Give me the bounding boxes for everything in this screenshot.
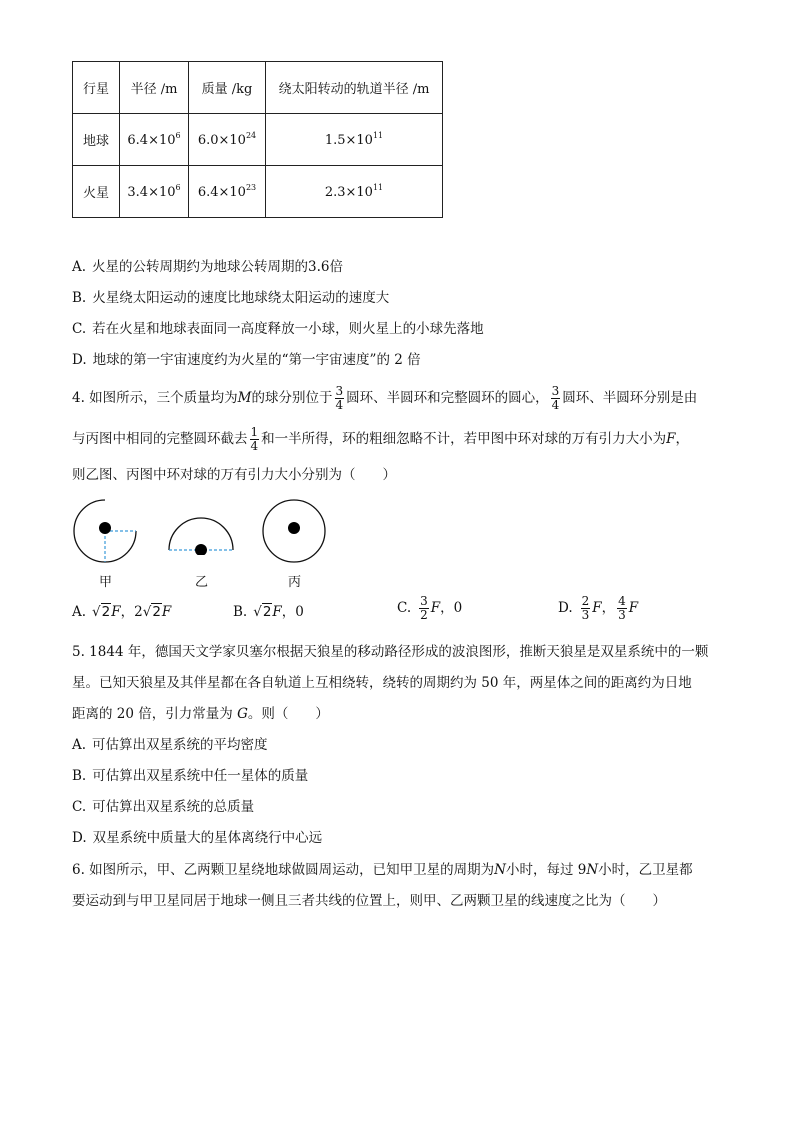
q4-stem-line2: 与丙图中相同的完整圆环截去 $\frac{1}{4}$ 和一半所得，环的粗细忽略不计，若甲图中环对球的万有引力大小为F， xyxy=(72,425,690,453)
q4-stem-line1: 4. 如图所示，三个质量均为M的球分别位于 $\frac{3}{4}$ 圆环、半圆环和完整圆环的圆心， $\frac{3}{4}$ 圆环、半圆环分别是由 xyxy=(72,384,698,412)
q4-option-b: B. √2F，0 xyxy=(233,604,304,620)
figure-full-ring xyxy=(259,497,329,567)
q5-option-a: A. 可估算出双星系统的平均密度 xyxy=(72,737,268,753)
table-header-cell: 绕太阳转动的轨道半径 /m xyxy=(266,62,443,114)
table-header-cell: 半径 /m xyxy=(120,62,189,114)
table-cell-orbit: $2.3\times 10^{11}$ xyxy=(266,166,443,218)
figure-caption-bing: 丙 xyxy=(288,575,302,590)
table-header-cell: 行星 xyxy=(73,62,120,114)
q4-option-d: D. $\frac{2}{3}$ F， $\frac{4}{3}$ F xyxy=(558,594,639,622)
q6-stem-line1: 6. 如图所示，甲、乙两颗卫星绕地球做圆周运动，已知甲卫星的周期为N小时，每过 9N小时，乙卫星都 xyxy=(72,862,693,878)
table-cell-radius: $6.4\times 10^6$ xyxy=(120,114,189,166)
table-cell-radius: $3.4\times 10^6$ xyxy=(120,166,189,218)
table-cell-mass: $6.4\times 10^{23}$ xyxy=(189,166,266,218)
q3-option-b: B. 火星绕太阳运动的速度比地球绕太阳运动的速度大 xyxy=(72,290,390,306)
q5-stem-line3: 距离的 20 倍，引力常量为 G。则（ ） xyxy=(72,706,329,722)
q4-option-c: C. $\frac{3}{2}$ F，0 xyxy=(397,594,463,622)
figure-caption-yi: 乙 xyxy=(195,575,209,590)
fraction-three-quarters: $\frac{3}{4}$ xyxy=(335,384,344,412)
table-cell-planet: 火星 xyxy=(73,166,120,218)
q5-option-b: B. 可估算出双星系统中任一星体的质量 xyxy=(72,768,309,784)
table-cell-mass: $6.0\times 10^{24}$ xyxy=(189,114,266,166)
q3-option-a: A. 火星的公转周期约为地球公转周期的3.6倍 xyxy=(72,259,344,275)
q3-option-d: D. 地球的第一宇宙速度约为火星的“第一宇宙速度”的 2 倍 xyxy=(72,352,421,368)
q5-option-d: D. 双星系统中质量大的星体离绕行中心远 xyxy=(72,830,323,846)
q4-stem-line3: 则乙图、丙图中环对球的万有引力大小分别为（ ） xyxy=(72,467,396,483)
table-header-cell: 质量 /kg xyxy=(189,62,266,114)
q6-stem-line2: 要运动到与甲卫星同居于地球一侧且三者共线的位置上，则甲、乙两颗卫星的线速度之比为（ ） xyxy=(72,893,666,909)
q4-option-a: A. √2F，2√2F xyxy=(72,604,172,620)
fraction-three-quarters: $\frac{3}{4}$ xyxy=(551,384,560,412)
q5-option-c: C. 可估算出双星系统的总质量 xyxy=(72,799,255,815)
figure-caption-jia: 甲 xyxy=(99,575,113,590)
table-row xyxy=(73,114,443,166)
table-cell-orbit: $1.5\times 10^{11}$ xyxy=(266,114,443,166)
fraction-one-quarter: $\frac{1}{4}$ xyxy=(250,425,259,453)
figure-three-quarter-ring xyxy=(70,497,140,567)
q5-stem-line2: 星。已知天狼星及其伴星都在各自轨道上互相绕转，绕转的周期约为 50 年，两星体之间的距离约为日地 xyxy=(72,675,692,691)
table-cell-planet: 地球 xyxy=(73,114,120,166)
table-row xyxy=(73,166,443,218)
table-header-row xyxy=(73,62,443,114)
figure-half-ring xyxy=(166,515,236,555)
q3-option-c: C. 若在火星和地球表面同一高度释放一小球，则火星上的小球先落地 xyxy=(72,321,484,337)
planet-data-table xyxy=(72,61,443,218)
q5-stem-line1: 5. 1844 年，德国天文学家贝塞尔根据天狼星的移动路径形成的波浪图形，推断天狼星是双星系统中的一颗 xyxy=(72,644,709,660)
